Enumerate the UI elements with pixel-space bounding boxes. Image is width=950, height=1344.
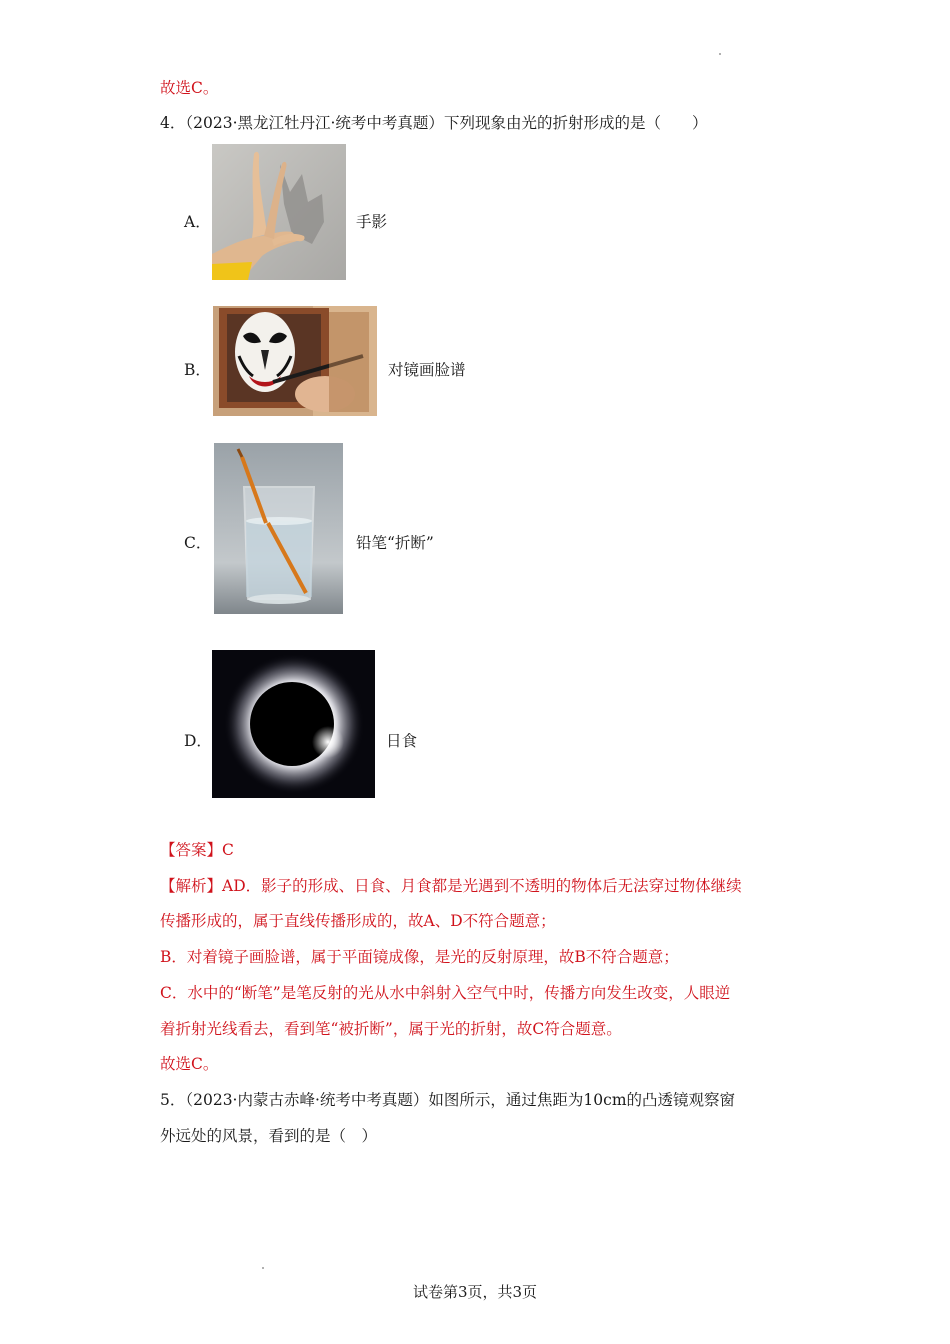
corner-mark-bottom <box>262 1267 264 1269</box>
option-d-letter: D． <box>184 732 212 750</box>
question-4-number: 4． <box>160 114 186 132</box>
opera-mask-mirror-image <box>213 306 377 416</box>
option-a-letter: A． <box>184 213 211 231</box>
conclusion-line: 故选C。 <box>160 1055 219 1073</box>
question-4-stem: 下列现象由光的折射形成的是（ ） <box>443 114 708 132</box>
question-5-line-2: 外远处的风景，看到的是（ ） <box>160 1127 378 1145</box>
option-b-letter: B． <box>184 361 211 379</box>
hand-shadow-image <box>212 144 346 280</box>
corner-mark-top <box>719 53 721 55</box>
option-c-text: 铅笔“折断” <box>356 534 434 552</box>
question-5-line-1: 5．（2023·内蒙古赤峰·统考中考真题）如图所示，通过焦距为10cm的凸透镜观察窗 <box>160 1091 736 1109</box>
pencil-in-water-image <box>214 443 343 614</box>
option-a-text: 手影 <box>356 213 388 231</box>
option-b-text: 对镜画脸谱 <box>388 361 466 379</box>
prev-conclusion: 故选C。 <box>160 79 219 97</box>
analysis-line-5: 着折射光线看去，看到笔“被折断”，属于光的折射，故C符合题意。 <box>160 1020 622 1038</box>
analysis-line-4: C．水中的“断笔”是笔反射的光从水中斜射入空气中时，传播方向发生改变，人眼逆 <box>160 984 731 1002</box>
option-d-text: 日食 <box>386 732 418 750</box>
analysis-line-3: B．对着镜子画脸谱，属于平面镜成像，是光的反射原理，故B不符合题意； <box>160 948 679 966</box>
page-footer: 试卷第3页，共3页 <box>412 1283 538 1301</box>
question-4-source: （2023·黑龙江牡丹江·统考中考真题） <box>185 114 444 132</box>
answer-line: 【答案】C <box>160 841 234 859</box>
option-c-letter: C． <box>184 534 212 552</box>
analysis-line-2: 传播形成的，属于直线传播形成的，故A、D不符合题意； <box>160 912 556 930</box>
analysis-line-1: 【解析】AD．影子的形成、日食、月食都是光遇到不透明的物体后无法穿过物体继续 <box>160 877 742 895</box>
question-4-header <box>160 113 707 133</box>
solar-eclipse-image <box>212 650 375 798</box>
